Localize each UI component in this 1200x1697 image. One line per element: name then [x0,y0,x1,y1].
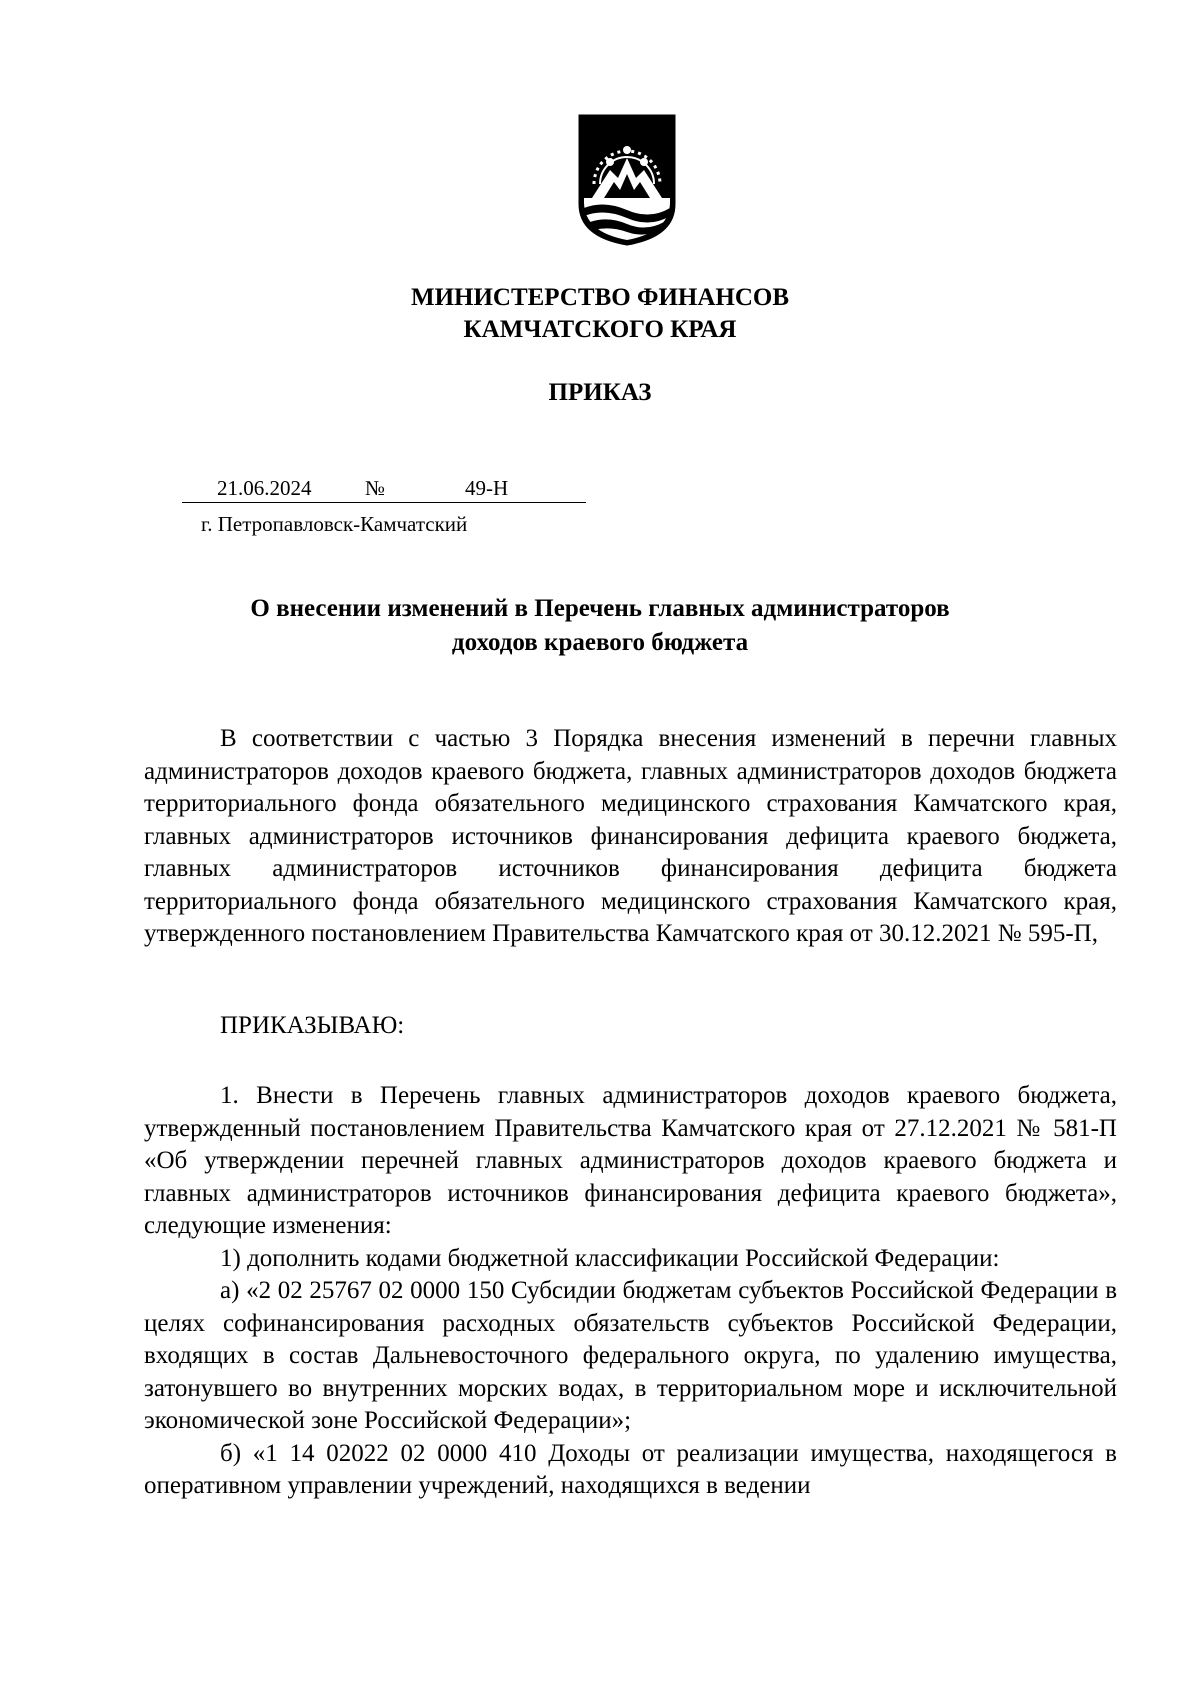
item-1-1-b: б) «1 14 02022 02 0000 410 Доходы от реализации имущества, находящегося в оперативном управлении учреждений, находящихся в ведении [144,1439,1117,1499]
order-number: 49-Н [465,476,509,500]
ministry-name [0,282,1200,346]
city: г. Петропавловск-Камчатский [201,512,468,536]
order-subject-line2: доходов краевого бюджета [451,629,749,656]
order-meta [182,474,586,504]
decree-word: ПРИКАЗЫВАЮ: [220,1012,405,1039]
item-1-1: 1) дополнить кодами бюджетной классификации Российской Федерации: [220,1244,1000,1272]
ministry-name-line2: КАМЧАТСКОГО КРАЯ [463,316,737,343]
order-date: 21.06.2024 [217,476,312,500]
order-subject-line1: О внесении изменений в Перечень главных администраторов [250,595,950,622]
preamble [144,723,1117,951]
ministry-name-line1: МИНИСТЕРСТВО ФИНАНСОВ [410,284,790,311]
preamble-paragraph: В соответствии с частью 3 Порядка внесения изменений в перечни главных администраторов доходов краевого бюджета, главных администраторов доходов бюджета территориального фонда обязательного медицинского страхования Камчатского края, главных администраторов источников финансирования дефицита краевого бюджета, главных администраторов источников финансирования дефицита бюджета территориального фонда обязательного медицинского страхования Камчатского края, утвержденного постановлением Правительства Камчатского края от 30.12.2021 № 595-П, [144,725,1117,947]
order-title: ПРИКАЗ [548,379,652,406]
item-1-1-a: а) «2 02 25767 02 0000 150 Субсидии бюджетам субъектов Российской Федерации в целях софинансирования расходных обязательств субъектов Российской Федерации, входящих в состав Дальневосточного федерального округа, по удалению имущества, затонувшего во внутренних морских водах, в территориальном море и исключительной экономической зоне Российской Федерации»; [144,1277,1117,1434]
order-number-sign: № [365,476,386,500]
item-1: 1. Внести в Перечень главных администраторов доходов краевого бюджета, утвержденный постановлением Правительства Камчатского края от 27.12.2021 № 581-П «Об утверждении перечней главных администраторов доходов краевого бюджета и главных администраторов источников финансирования дефицита краевого бюджета», следующие изменения: [144,1082,1117,1239]
order-items [144,1080,1117,1503]
order-meta-underline [182,502,586,503]
kamchatka-coat-of-arms-icon [574,112,680,248]
order-subject [0,592,1200,660]
